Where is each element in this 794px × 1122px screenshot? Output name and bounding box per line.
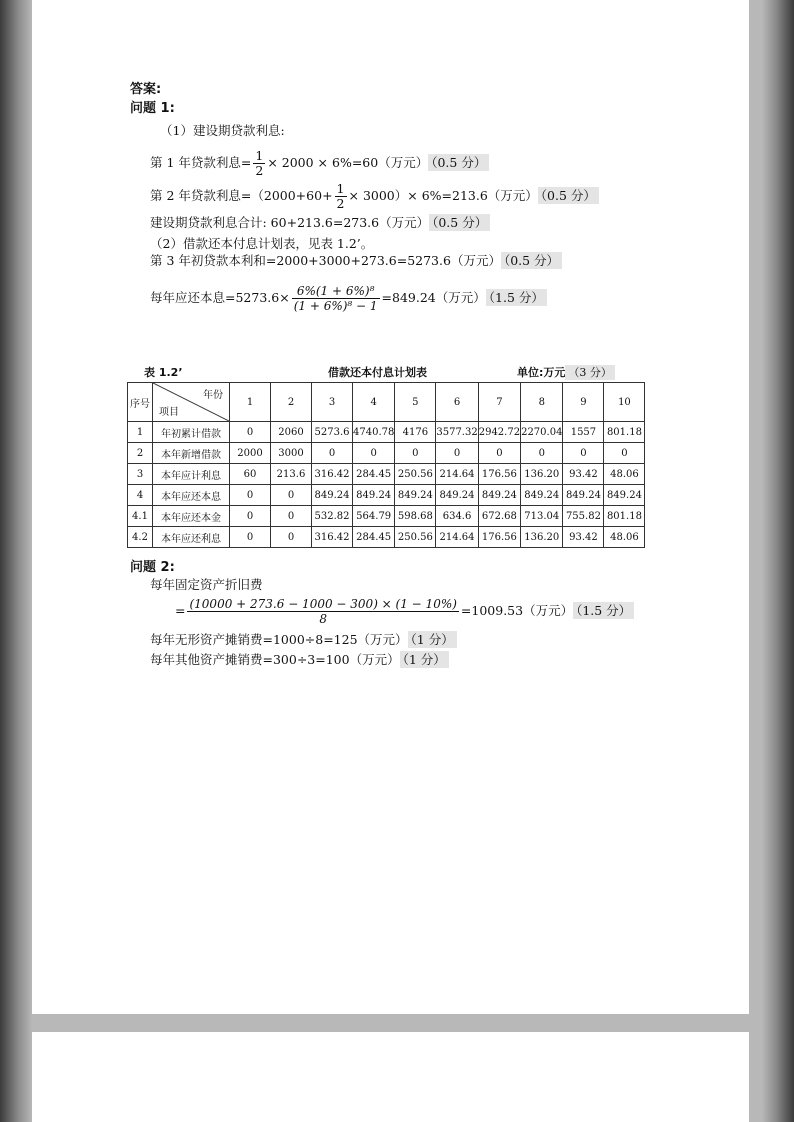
table-cell: 3577.32 [436, 422, 478, 443]
header-year-col: 4 [353, 383, 395, 422]
table-cell: 0 [312, 443, 353, 464]
table-cell: 3000 [271, 443, 312, 464]
table-cell: 93.42 [563, 464, 604, 485]
table-cell: 176.56 [478, 527, 520, 548]
q1-line-construction-interest: （1）建设期贷款利息: [160, 123, 285, 138]
table-row [128, 485, 645, 506]
table-cell: 0 [395, 443, 436, 464]
header-year-col: 6 [436, 383, 478, 422]
table-cell: 755.82 [563, 506, 604, 527]
table-unit: 单位:万元 （3 分） [517, 365, 615, 381]
table-row [128, 443, 645, 464]
row-number: 3 [128, 464, 153, 485]
table-cell: 0 [353, 443, 395, 464]
table-cell: 801.18 [604, 422, 645, 443]
row-number: 4.1 [128, 506, 153, 527]
score-badge: （0.5 分） [501, 252, 562, 269]
row-number: 2 [128, 443, 153, 464]
depreciation-fraction: $\frac{(10000 + 273.6 - 1000 - 300) \times (1 - 10\%)}{8}$ [189, 597, 457, 626]
q2-intangible-amortization: 每年无形资产摊销费=1000÷8=125（万元） （1 分） [150, 632, 457, 648]
table-row [128, 506, 645, 527]
header-year-col: 3 [312, 383, 353, 422]
table-cell: 849.24 [563, 485, 604, 506]
table-cell: 1557 [563, 422, 604, 443]
table-cell: 284.45 [353, 464, 395, 485]
row-item: 本年应还利息 [153, 527, 230, 548]
q1-year3-principal: 第 3 年初贷款本利和=2000+3000+273.6=5273.6（万元） （0.5 分） [150, 253, 562, 269]
table-cell: 0 [230, 527, 271, 548]
score-badge: （1.5 分） [573, 602, 634, 619]
row-item: 本年应还本息 [153, 485, 230, 506]
table-cell: 0 [271, 527, 312, 548]
table-cell: 564.79 [353, 506, 395, 527]
annual-fraction: $\frac{\text{6\%(1 + 6\%)⁸}}{\text{(1 + 6\%)⁸ − 1}}$ [293, 284, 378, 313]
table-cell: 0 [604, 443, 645, 464]
table-cell: 213.6 [271, 464, 312, 485]
row-number: 4 [128, 485, 153, 506]
score-badge: （1.5 分） [486, 289, 547, 306]
table-cell: 0 [271, 506, 312, 527]
year1-suffix: × 2000 × 6%=60（万元） [267, 155, 429, 170]
q1-year1-interest [150, 145, 489, 181]
loan-repayment-table [127, 382, 645, 548]
table-cell: 0 [230, 506, 271, 527]
score-badge: （1 分） [408, 631, 457, 648]
header-year-col: 5 [395, 383, 436, 422]
question-1-title: 问题 1: [130, 101, 175, 116]
q2-depreciation-formula: = $\frac{(10000 + 273.6 - 1000 - 300) \times (1 - 10\%)}{8}$ =1009.53（万元） （1.5 分） [175, 593, 634, 629]
table-cell: 2000 [230, 443, 271, 464]
row-number: 4.2 [128, 527, 153, 548]
q2-depreciation-label: 每年固定资产折旧费 [150, 577, 263, 592]
year2-suffix: × 3000）× 6%=213.6（万元） [348, 188, 538, 203]
score-badge: （0.5 分） [429, 214, 490, 231]
q1-annual-payment [150, 278, 547, 318]
table-cell: 5273.6 [312, 422, 353, 443]
table-cell: 849.24 [312, 485, 353, 506]
table-cell: 316.42 [312, 464, 353, 485]
table-cell: 849.24 [353, 485, 395, 506]
table-cell: 0 [271, 485, 312, 506]
score-badge: （1 分） [400, 651, 449, 668]
answer-title: 答案: [130, 82, 162, 97]
table-cell: 849.24 [604, 485, 645, 506]
header-item: 项目 [159, 407, 179, 418]
q1-line-repayment-table: （2）借款还本付息计划表，见表 1.2’。 [150, 236, 374, 251]
table-cell: 0 [521, 443, 563, 464]
year2-prefix: 第 2 年贷款利息=（2000+60+ [150, 188, 333, 203]
table-cell: 0 [230, 485, 271, 506]
q2-other-amortization: 每年其他资产摊销费=300÷3=100（万元） （1 分） [150, 652, 449, 668]
header-year-col: 8 [521, 383, 563, 422]
table-cell: 136.20 [521, 527, 563, 548]
row-item: 本年新增借款 [153, 443, 230, 464]
annual-prefix: 每年应还本息=5273.6× [150, 290, 290, 305]
table-cell: 849.24 [436, 485, 478, 506]
table-cell: 2942.72 [478, 422, 520, 443]
table-header-row [128, 383, 645, 422]
header-year: 年份 [203, 390, 223, 401]
table-cell: 0 [563, 443, 604, 464]
header-year-col: 7 [478, 383, 520, 422]
next-document-page [32, 1032, 749, 1122]
table-cell: 316.42 [312, 527, 353, 548]
table-cell: 176.56 [478, 464, 520, 485]
table-cell: 849.24 [395, 485, 436, 506]
table-cell: 0 [478, 443, 520, 464]
row-number: 1 [128, 422, 153, 443]
table-cell: 4740.78 [353, 422, 395, 443]
year1-prefix: 第 1 年贷款利息= [150, 155, 252, 170]
table-cell: 801.18 [604, 506, 645, 527]
table-cell: 284.45 [353, 527, 395, 548]
header-year-col: 10 [604, 383, 645, 422]
table-label: 表 1.2’ [144, 366, 183, 379]
header-diagonal-cell [153, 383, 230, 422]
table-cell: 849.24 [521, 485, 563, 506]
row-item: 本年应还本金 [153, 506, 230, 527]
table-title: 借款还本付息计划表 [328, 366, 427, 379]
header-year-col: 9 [563, 383, 604, 422]
q1-year2-interest [150, 178, 599, 214]
score-badge: （0.5 分） [538, 187, 599, 204]
row-item: 本年应计利息 [153, 464, 230, 485]
table-row [128, 527, 645, 548]
table-cell: 214.64 [436, 464, 478, 485]
table-cell: 849.24 [478, 485, 520, 506]
table-cell: 250.56 [395, 464, 436, 485]
table-cell: 250.56 [395, 527, 436, 548]
table-cell: 93.42 [563, 527, 604, 548]
table-cell: 713.04 [521, 506, 563, 527]
table-cell: 60 [230, 464, 271, 485]
table-row [128, 464, 645, 485]
table-cell: 532.82 [312, 506, 353, 527]
table-cell: 2060 [271, 422, 312, 443]
year1-fraction: $\frac{1}{2}$ [255, 148, 264, 178]
score-badge: （0.5 分） [428, 154, 489, 171]
table-cell: 136.20 [521, 464, 563, 485]
row-item: 年初累计借款 [153, 422, 230, 443]
year2-fraction: $\frac{1}{2}$ [336, 181, 345, 211]
table-cell: 4176 [395, 422, 436, 443]
table-cell: 634.6 [436, 506, 478, 527]
table-cell: 0 [230, 422, 271, 443]
score-badge: （3 分） [565, 365, 615, 380]
table-row [128, 422, 645, 443]
table-cell: 598.68 [395, 506, 436, 527]
header-year-col: 1 [230, 383, 271, 422]
table-cell: 672.68 [478, 506, 520, 527]
table-cell: 48.06 [604, 464, 645, 485]
table-cell: 0 [436, 443, 478, 464]
header-no: 序号 [128, 383, 153, 422]
q1-total-interest: 建设期贷款利息合计: 60+213.6=273.6（万元） （0.5 分） [150, 215, 490, 231]
header-year-col: 2 [271, 383, 312, 422]
annual-suffix: =849.24（万元） [381, 290, 486, 305]
table-cell: 214.64 [436, 527, 478, 548]
document-page [32, 0, 749, 1014]
table-cell: 2270.04 [521, 422, 563, 443]
question-2-title: 问题 2: [130, 560, 175, 575]
table-cell: 48.06 [604, 527, 645, 548]
